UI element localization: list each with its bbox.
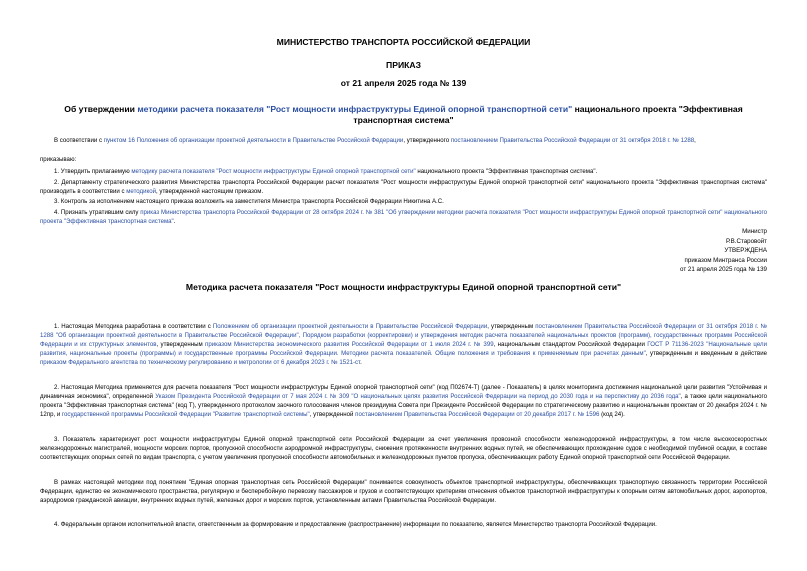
p2-text-a: 2. Настоящая Методика применяется для расчета показателя "Рост мощности инфраструктуры Единой опорной транспортной сети" (код П02674-Т) (далее - Показатель) в целях мониторинга достижения национальной цели развития "Устойчивая и динамичная экономика", определенной [40,384,767,401]
method-paragraph-3b: В рамках настоящей методики под понятием "Единая опорная транспортная сеть Российской Федерации" понимается совокупность объектов транспортной инфраструктуры, обеспечивающих транспортную связанность территории Российской Федерации, единство ее экономического пространства, регулярную и бесперебойную перевозку пассажиров и грузов и соответствующих критериям отнесения объектов транспортной инфраструктуры к опорным сетям автомобильных дорог, аэропортов, аэродромов гражданской авиации, внутренних водных путей, железных дорог и морских портов, установленным актами Правительства Российской Федерации. [40,479,767,505]
item-4-text-end: . [173,218,176,226]
item-2-text: 2. Департаменту стратегического развития Министерства транспорта Российской Федерации расчет показателя "Рост мощности инфраструктуры Единой опорной транспортной сети" национального проекта "Эффективная транспортная система" производить в соответствии с [40,179,767,196]
item-4 [40,208,767,226]
preamble-text-1: В соответствии с [54,137,104,144]
p1-text-e: , утвержденным и введенным в действие [645,350,767,358]
item-1-text: 1. Утвердить прилагаемую [54,168,132,175]
order-date-number: от 21 апреля 2025 года № 139 [340,78,467,88]
p1-link-order-399[interactable]: приказом Министерства экономического развития Российской Федерации от 1 июля 2024 г. № 399 [205,341,494,349]
title-suffix: национального проекта "Эффективная транспортная система" [353,104,743,125]
methodology-title: Методика расчета показателя "Рост мощности инфраструктуры Единой опорной транспортной сети" [185,282,622,292]
preamble-text-2: , утвержденного [403,137,451,144]
p2-text-c: , утвержденной [309,411,356,419]
approval-line-1: УТВЕРЖДЕНА [724,247,767,255]
item-1-text-end: национального проекта "Эффективная транспортная система". [415,168,598,175]
item-2 [40,178,767,196]
item-2-link[interactable]: методикой [126,188,157,196]
p1-text-c: , утвержденным [156,341,206,349]
method-paragraph-3: 3. Показатель характеризует рост мощности инфраструктуры Единой опорной транспортной сети Российской Федерации за счет увеличения провозной способности железнодорожной инфраструктуры, в том числе высокоскоростных железнодорожных магистралей, мощности морских портов, пропускной способности аэродромной инфраструктуры, снижения протяженности внутренних водных путей, не обеспечивающих прохождение судов с необходимой глубиной осадки, в составе соответствующих опорных сетей по видам транспорта, с учетом увеличения пропускной способности автомобильных и железнодорожных пунктов пропуска, обеспечивающих работу Единой опорной транспортной сети Российской Федерации. [40,436,767,462]
item-3: 3. Контроль за исполнением настоящего приказа возложить на заместителя Министра транспорта Российской Федерации Никитина А.С. [54,198,444,205]
p1-text-f: . [360,359,362,367]
p1-link-gost[interactable]: ГОСТ Р 71136-2023 "Национальные цели развития, национальные проекты (программы) и государственные программы Российской Федерации. Методики расчета показателей. Общие положения и требования к применяемым при расчетах данным" [40,341,767,358]
method-paragraph-4: 4. Федеральным органом исполнительной власти, ответственным за формирование и предоставление (распространение) информации по показателю, является Министерство транспорта Российской Федерации. [54,521,657,528]
p1-text-b: , утвержденным [487,323,536,330]
approval-line-2: приказом Минтранса России [684,256,767,264]
preamble-link-decree[interactable]: постановлением Правительства Российской Федерации от 31 октября 2018 г. № 1288 [450,137,695,144]
preamble-text-3: , [694,137,696,144]
p1-link-decree[interactable]: постановлением Правительства Российской Федерации от 31 октября 2018 г. № 1288 "Об организации проектной деятельности в Правительстве Российской Федерации", Порядком разработки (корректировки) и утверждения методик расчета показателей национальных проектов (программ), государственных программ Российской Федерации и их структурных элементов [40,323,768,349]
item-2-text-end: , утвержденной настоящим приказом. [156,188,264,196]
item-4-text: 4. Признать утратившим силу [54,209,141,216]
ministry-heading: МИНИСТЕРСТВО ТРАНСПОРТА РОССИЙСКОЙ ФЕДЕРАЦИИ [276,37,531,47]
method-paragraph-2 [40,383,767,419]
item-4-link[interactable]: приказ Министерства транспорта Российской Федерации от 28 октября 2024 г. № 381 "Об утверждении методики расчета показателя "Рост мощности инфраструктуры Единой опорной транспортной сети" национального проекта "Эффективная транспортная система" [40,209,767,226]
signature-position: Министр [742,228,767,235]
p1-text-d: , национальным стандартом Российской Федерации [493,341,648,349]
p2-text-b: , а также цели национального проекта "Эффективная транспортная система" (код Т), утвержденного протоколом заочного голосования членов президиума Совета при Президенте Российской Федерации по стратегическому развитию и национальным проектам от 20 декабря 2024 г. № 12пр, и [40,393,767,419]
p2-link-decree-1596[interactable]: постановлением Правительства Российской Федерации от 20 декабря 2017 г. № 1596 [355,411,600,419]
p1-text-a: 1. Настоящая Методика разработана в соответствии с [54,323,213,330]
approval-line-3: от 21 апреля 2025 года № 139 [680,266,767,274]
title-prefix: Об утверждении [64,104,138,114]
order-title [40,104,767,126]
item-1-link[interactable]: методику расчета показателя "Рост мощности инфраструктуры Единой опорной транспортной сети" [131,168,416,175]
preamble-paragraph [40,136,767,145]
signature-name: Р.В.Старовойт [725,237,767,245]
doc-type-heading: ПРИКАЗ [386,60,421,70]
p2-link-state-program[interactable]: государственной программы Российской Федерации "Развитие транспортной системы" [61,411,310,419]
p2-link-presidential-decree[interactable]: Указом Президента Российской Федерации от 7 мая 2024 г. № 309 "О национальных целях развития Российской Федерации на период до 2030 года и на перспективу до 2036 года" [155,393,681,401]
p2-text-d: (код 24). [599,411,625,419]
order-word: приказываю: [40,156,77,163]
item-1 [40,167,767,176]
method-paragraph-1 [40,322,767,367]
p1-link-rosstandart[interactable]: приказом Федерального агентства по техническому регулированию и метрологии от 6 декабря 2023 г. № 1521-ст [40,359,361,367]
p1-link-regulation[interactable]: Положением об организации проектной деятельности в Правительстве Российской Федерации [212,323,488,330]
signature-block [680,227,767,275]
preamble-link-regulation[interactable]: пунктом 16 Положения об организации проектной деятельности в Правительстве Российской Федерации [103,137,404,144]
title-methodology-link[interactable]: методики расчета показателя "Рост мощности инфраструктуры Единой опорной транспортной сети" [137,104,573,114]
